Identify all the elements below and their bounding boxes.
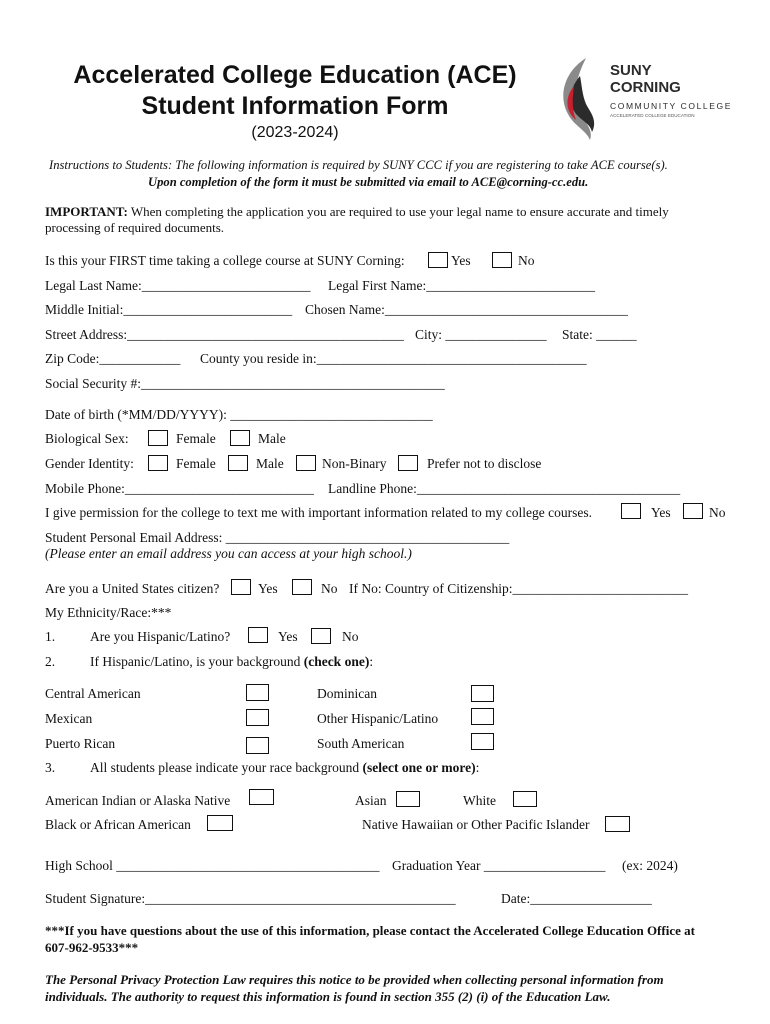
mexican-checkbox[interactable]: [246, 709, 269, 726]
puerto-rican-label: Puerto Rican: [45, 736, 116, 751]
black-label: Black or African American: [45, 817, 191, 832]
gender-identity-label: Gender Identity:: [45, 456, 134, 471]
bio-sex-male-checkbox[interactable]: [230, 430, 250, 446]
text-permission-no-checkbox[interactable]: [683, 503, 703, 519]
gender-nonbinary-label: Non-Binary: [322, 456, 387, 471]
chosen-name-field[interactable]: Chosen Name:____________________________________: [305, 302, 628, 317]
hispanic-no-label: No: [342, 629, 359, 644]
legal-last-name-field[interactable]: Legal Last Name:_________________________: [45, 278, 311, 293]
dominican-label: Dominican: [317, 686, 377, 701]
ethnicity-q2-number: 2.: [45, 654, 56, 669]
first-time-no-checkbox[interactable]: [492, 252, 512, 268]
middle-initial-field[interactable]: Middle Initial:_________________________: [45, 302, 293, 317]
title-line-1: Accelerated College Education (ACE): [73, 61, 517, 89]
high-school-field[interactable]: High School _______________________________________: [45, 858, 380, 873]
citizenship-country-field[interactable]: If No: Country of Citizenship:__________________________: [349, 581, 688, 596]
south-american-checkbox[interactable]: [471, 733, 494, 750]
central-american-label: Central American: [45, 686, 141, 701]
logo-suny: SUNY: [610, 62, 652, 79]
first-time-no-label: No: [518, 253, 535, 268]
biological-sex-label: Biological Sex:: [45, 431, 129, 446]
text-permission-no-label: No: [709, 505, 726, 520]
email-field[interactable]: Student Personal Email Address: __________________________________________: [45, 530, 510, 545]
first-time-question: Is this your FIRST time taking a college course at SUNY Corning:: [45, 253, 405, 268]
ethnicity-heading: My Ethnicity/Race:***: [45, 605, 172, 620]
ethnicity-q3-number: 3.: [45, 760, 56, 775]
bio-sex-male-label: Male: [258, 431, 286, 446]
text-permission-yes-checkbox[interactable]: [621, 503, 641, 519]
first-time-row: [45, 253, 405, 269]
instructions-line-2: Upon completion of the form it must be submitted via email to ACE@corning-cc.edu.: [148, 175, 589, 189]
ethnicity-q2-end: :: [369, 654, 374, 669]
white-label: White: [463, 793, 496, 808]
first-time-yes-checkbox[interactable]: [428, 252, 448, 268]
gender-prefer-checkbox[interactable]: [398, 455, 418, 471]
signature-date-field[interactable]: Date:__________________: [501, 891, 652, 906]
zip-code-field[interactable]: Zip Code:____________: [45, 351, 181, 366]
dominican-checkbox[interactable]: [471, 685, 494, 702]
dob-field[interactable]: Date of birth (*MM/DD/YYYY): ______________________________: [45, 407, 433, 422]
hispanic-yes-label: Yes: [278, 629, 298, 644]
american-indian-checkbox[interactable]: [249, 789, 274, 805]
asian-checkbox[interactable]: [396, 791, 420, 807]
asian-label: Asian: [355, 793, 387, 808]
privacy-line-2: individuals. The authority to request this information is found in section 355 (2) (i) of the Education Law.: [45, 989, 611, 1004]
hispanic-yes-checkbox[interactable]: [248, 627, 268, 643]
questions-line-2: 607-962-9533***: [45, 940, 139, 955]
bio-sex-female-checkbox[interactable]: [148, 430, 168, 446]
state-field[interactable]: State: ______: [562, 327, 637, 342]
questions-line-1: ***If you have questions about the use of this information, please contact the Accelerated College Education Office at: [45, 923, 695, 938]
ethnicity-q2: [90, 654, 373, 670]
gender-male-checkbox[interactable]: [228, 455, 248, 471]
ethnicity-q3-bold: (select one or more): [362, 760, 476, 775]
central-american-checkbox[interactable]: [246, 684, 269, 701]
logo-ace: ACCELERATED COLLEGE EDUCATION: [610, 113, 695, 118]
ethnicity-q1: Are you Hispanic/Latino?: [90, 629, 231, 644]
ethnicity-q3: [90, 760, 479, 776]
puerto-rican-checkbox[interactable]: [246, 737, 269, 754]
mobile-phone-field[interactable]: Mobile Phone:____________________________: [45, 481, 314, 496]
ethnicity-q3-text: All students please indicate your race background: [90, 760, 363, 775]
citizen-yes-checkbox[interactable]: [231, 579, 251, 595]
form-title: [40, 60, 550, 122]
gender-female-checkbox[interactable]: [148, 455, 168, 471]
white-checkbox[interactable]: [513, 791, 537, 807]
hawaiian-checkbox[interactable]: [605, 816, 630, 832]
suny-corning-logo: [556, 56, 746, 142]
graduation-year-example: (ex: 2024): [622, 858, 678, 873]
text-permission-yes-label: Yes: [651, 505, 671, 520]
email-note: (Please enter an email address you can access at your high school.): [45, 546, 412, 561]
important-line-1: [45, 204, 669, 220]
important-line-2: processing of required documents.: [45, 220, 225, 235]
american-indian-label: American Indian or Alaska Native: [45, 793, 231, 808]
instructions-line-1: Instructions to Students: The following information is required by SUNY CCC if you are registering to take ACE course(s).: [49, 158, 668, 172]
important-label: IMPORTANT:: [45, 204, 128, 219]
city-field[interactable]: City: _______________: [415, 327, 547, 342]
street-address-field[interactable]: Street Address:_________________________________________: [45, 327, 404, 342]
privacy-line-1: The Personal Privacy Protection Law requires this notice to be provided when collecting personal information from: [45, 972, 664, 987]
ethnicity-q3-end: :: [475, 760, 480, 775]
citizen-yes-label: Yes: [258, 581, 278, 596]
other-hispanic-checkbox[interactable]: [471, 708, 494, 725]
south-american-label: South American: [317, 736, 405, 751]
gender-nonbinary-checkbox[interactable]: [296, 455, 316, 471]
title-line-2: Student Information Form: [141, 92, 449, 120]
gender-male-label: Male: [256, 456, 284, 471]
gender-female-label: Female: [176, 456, 216, 471]
signature-field[interactable]: Student Signature:______________________________________________: [45, 891, 456, 906]
text-permission-question: I give permission for the college to text me with important information related to my college courses.: [45, 505, 592, 520]
ethnicity-q1-number: 1.: [45, 629, 56, 644]
flame-logo-icon: [556, 56, 606, 142]
logo-corning: CORNING: [610, 79, 681, 96]
important-text-1: When completing the application you are required to use your legal name to ensure accurate and timely: [127, 204, 669, 219]
county-field[interactable]: County you reside in:________________________________________: [200, 351, 587, 366]
logo-community-college: COMMUNITY COLLEGE: [610, 101, 732, 111]
graduation-year-field[interactable]: Graduation Year __________________: [392, 858, 606, 873]
form-year: (2023-2024): [251, 124, 339, 141]
citizen-no-label: No: [321, 581, 338, 596]
other-hispanic-label: Other Hispanic/Latino: [317, 711, 439, 726]
ssn-field[interactable]: Social Security #:_____________________________________________: [45, 376, 445, 391]
hispanic-no-checkbox[interactable]: [311, 628, 331, 644]
first-time-yes-label: Yes: [451, 253, 471, 268]
legal-first-name-field[interactable]: Legal First Name:_________________________: [328, 278, 595, 293]
hawaiian-label: Native Hawaiian or Other Pacific Islander: [362, 817, 590, 832]
ethnicity-q2-text: If Hispanic/Latino, is your background: [90, 654, 304, 669]
gender-prefer-label: Prefer not to disclose: [427, 456, 542, 471]
mexican-label: Mexican: [45, 711, 93, 726]
black-checkbox[interactable]: [207, 815, 233, 831]
citizen-question: Are you a United States citizen?: [45, 581, 220, 596]
ethnicity-q2-bold: (check one): [303, 654, 370, 669]
landline-phone-field[interactable]: Landline Phone:_______________________________________: [328, 481, 681, 496]
bio-sex-female-label: Female: [176, 431, 216, 446]
citizen-no-checkbox[interactable]: [292, 579, 312, 595]
